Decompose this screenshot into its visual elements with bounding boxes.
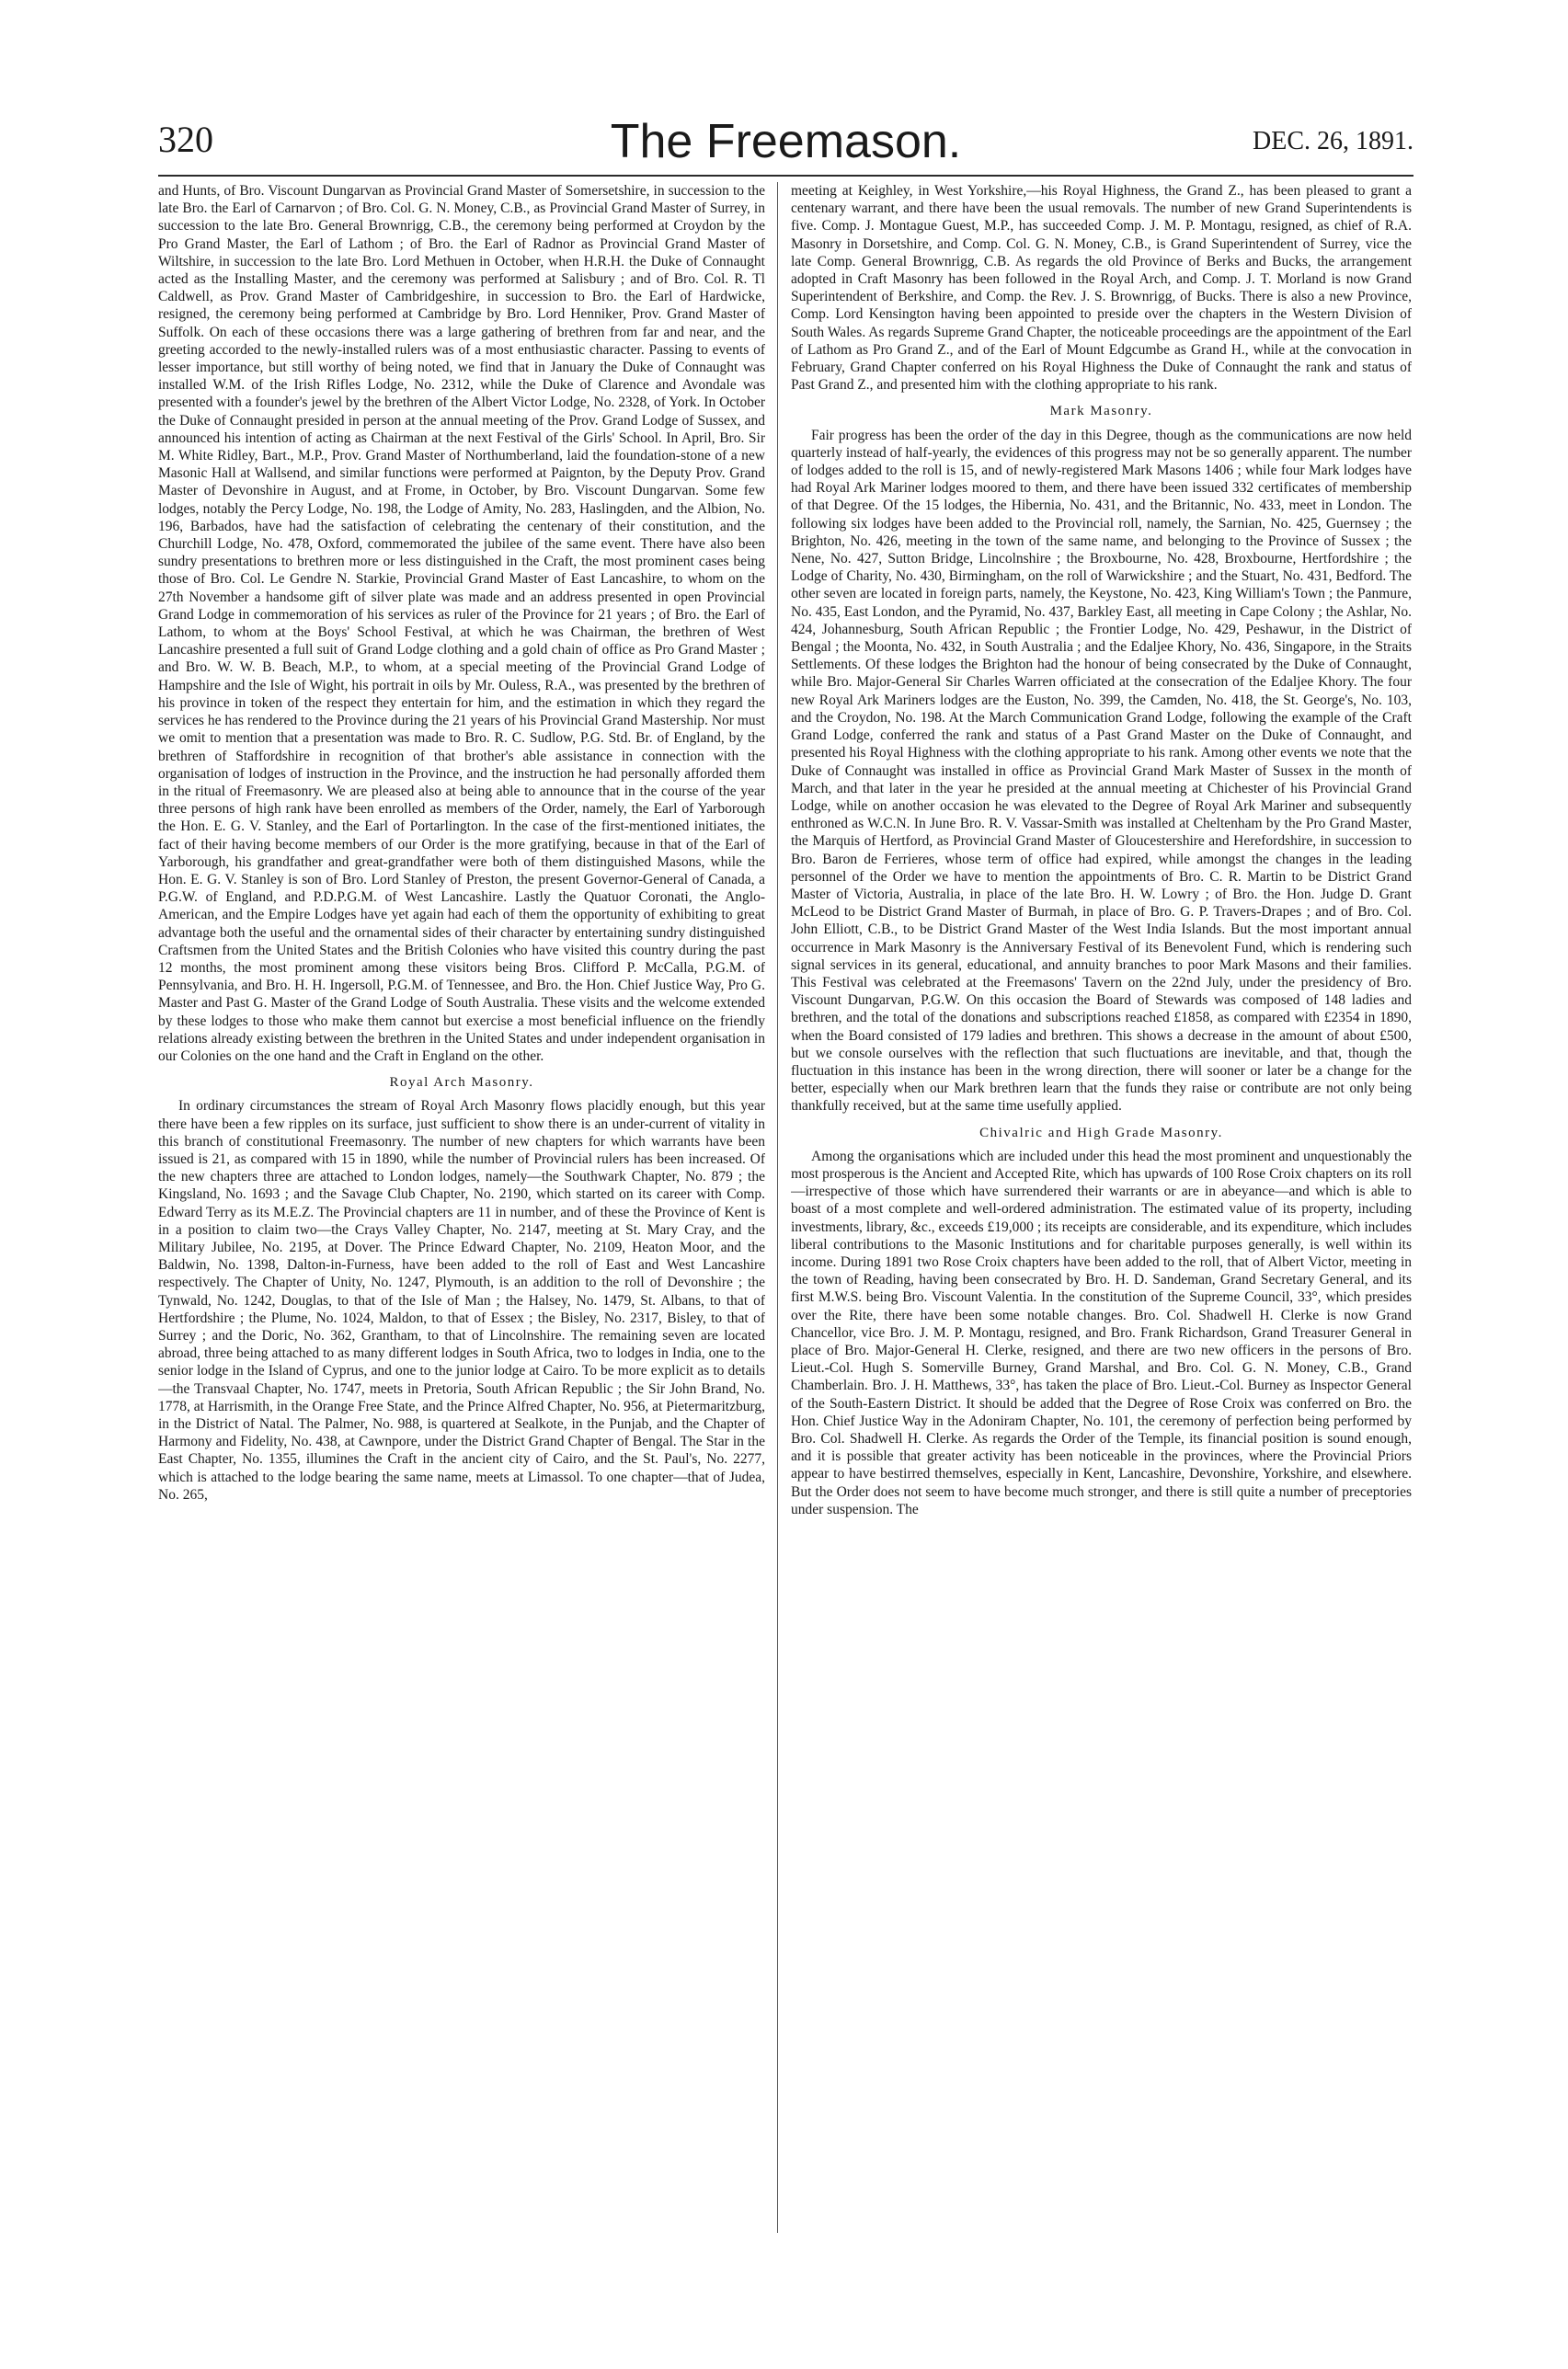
page-number: 320 [158, 119, 213, 160]
header-rule [158, 175, 1413, 177]
article-paragraph: Among the organisations which are included under this head the most prominent and unquestionably the most prosperous is the Ancient and Accepted Rite, which has upwards of 100 Rose Croix chapters on its roll—irrespective of those which have surrendered their warrants or are in abeyance—and which is able to boast of a most complete and well-ordered administration. The estimated value of its property, including investments, library, &c., exceeds £19,000 ; its receipts are considerable, and its expenditure, which includes liberal contributions to the Masonic Institutions and for charitable purposes generally, is well within its income. During 1891 two Rose Croix chapters have been added to the roll, that of Albert Victor, meeting in the town of Reading, having been consecrated by Bro. H. D. Sandeman, Grand Secretary General, and its first M.W.S. being Bro. Viscount Valentia. In the constitution of the Supreme Council, 33°, which presides over the Rite, there have been some notable changes. Bro. Col. Shadwell H. Clerke is now Grand Chancellor, vice Bro. J. M. P. Montagu, resigned, and Bro. Frank Richardson, Grand Treasurer General in place of Bro. Major-General H. Clerke, resigned, and there are two new officers in the persons of Bro. Lieut.-Col. Hugh S. Somerville Burney, Grand Marshal, and Bro. Col. G. N. Money, C.B., Grand Chamberlain. Bro. J. H. Matthews, 33°, has taken the place of Bro. Lieut.-Col. Burney as Inspector General of the South-Eastern District. It should be added that the Degree of Rose Croix was conferred on Bro. the Hon. Chief Justice Way in the Adoniram Chapter, No. 101, the ceremony of perfection being performed by Bro. Col. Shadwell H. Clerke. As regards the Order of the Temple, its financial position is sound enough, and it is possible that greater activity has been noticeable in the provinces, where the Provincial Priors appear to have bestirred themselves, especially in Kent, Lancashire, Devonshire, Yorkshire, and elsewhere. But the Order does not seem to have become much stronger, and there is still quite a number of preceptories under suspension. The [791, 1148, 1412, 1517]
article-paragraph: Fair progress has been the order of the day in this Degree, though as the communications are now held quarterly instead of half-yearly, the evidences of this progress may not be so generally apparent. The number of lodges added to the roll is 15, and of newly-registered Mark Masons 1406 ; while four Mark lodges have had Royal Ark Mariner lodges moored to them, and there have been issued 332 certificates of membership of that Degree. Of the 15 lodges, the Hibernia, No. 431, and the Britannic, No. 433, meet in London. The following six lodges have been added to the Provincial roll, namely, the Sarnian, No. 425, Guernsey ; the Brighton, No. 426, meeting in the town of the same name, and belonging to the Province of Sussex ; the Nene, No. 427, Sutton Bridge, Lincolnshire ; the Broxbourne, No. 428, Broxbourne, Hertfordshire ; the Lodge of Charity, No. 430, Birmingham, on the roll of Warwickshire ; and the Stuart, No. 431, Bedford. The other seven are located in foreign parts, namely, the Keystone, No. 423, King William's Town ; the Panmure, No. 435, East London, and the Pyramid, No. 437, Barkley East, all meeting in Cape Colony ; the Ashlar, No. 424, Johannesburg, South African Republic ; the Frontier Lodge, No. 429, Peshawur, in the District of Bengal ; the Moonta, No. 432, in South Australia ; and the Edaljee Khory, No. 436, Singapore, in the Straits Settlements. Of these lodges the Brighton had the honour of being consecrated by the Duke of Connaught, while Bro. Major-General Sir Charles Warren officiated at the consecration of the Edaljee Khory. The four new Royal Ark Mariners lodges are the Euston, No. 399, the Camden, No. 418, the St. George's, No. 103, and the Croydon, No. 198. At the March Communication Grand Lodge, following the example of the Craft Grand Lodge, conferred the rank and status of a Past Grand Master on the Duke of Connaught, and presented his Royal Highness with the clothing appropriate to his rank. Among other events we note that the Duke of Connaught was installed in office as Provincial Grand Mark Master of Sussex in the month of March, and that later in the year he presided at the annual meeting at Chichester of his Provincial Grand Lodge, while on another occasion he was elevated to the Degree of Royal Ark Mariner and subsequently enthroned as W.C.N. In June Bro. R. V. Vassar-Smith was installed at Cheltenham by the Pro Grand Master, the Marquis of Hertford, as Provincial Grand Master of Gloucestershire and Herefordshire, in succession to Bro. Baron de Ferrieres, whose term of office had expired, while amongst the changes in the leading personnel of the Order we have to mention the appointments of Bro. C. R. Martin to be District Grand Master of Victoria, Australia, in place of the late Bro. H. W. Lowry ; of Bro. the Hon. Judge D. Grant McLeod to be District Grand Master of Burmah, in place of Bro. G. P. Travers-Drapes ; and of Bro. Col. John Elliott, C.B., to be District Grand Master of the West India Islands. But the most important annual occurrence in Mark Masonry is the Anniversary Festival of its Benevolent Fund, which is rendering such signal services in its general, educational, and annuity branches to poor Mark Masons and their families. This Festival was celebrated at the Freemasons' Tavern on the 22nd July, under the presidency of Bro. Viscount Dungarvan, P.G.W. On this occasion the Board of Stewards was composed of 148 ladies and brethren, and the total of the donations and subscriptions reached £1858, as compared with £2354 in 1890, when the Board consisted of 179 ladies and brethren. This shows a decrease in the amount of about £500, but we console ourselves with the reflection that such fluctuations are inevitable, and that, though the fluctuation in this instance has been in the wrong direction, there will sooner or later be a change for the better, especially when our Mark brethren learn that the funds they raise or contribute are not only being thankfully received, but at the same time usefully applied. [791, 427, 1412, 1115]
article-paragraph: meeting at Keighley, in West Yorkshire,—his Royal Highness, the Grand Z., has been pleased to grant a centenary warrant, and there have been the usual removals. The number of new Grand Superintendents is five. Comp. J. Montague Guest, M.P., has succeeded Comp. J. M. P. Montagu, resigned, as chief of R.A. Masonry in Dorsetshire, and Comp. Col. G. N. Money, C.B., is Grand Superintendent of Surrey, vice the late Comp. General Brownrigg, C.B. As regards the old Province of Berks and Bucks, the arrangement adopted in Craft Masonry has been followed in the Royal Arch, and Comp. J. T. Morland is now Grand Superintendent of Berkshire, and Comp. the Rev. J. S. Brownrigg, of Bucks. There is also a new Province, Comp. Lord Kensington having been appointed to preside over the chapters in the Western Division of South Wales. As regards Supreme Grand Chapter, the noticeable proceedings are the appointment of the Earl of Lathom as Pro Grand Z., and of the Earl of Mount Edgcumbe as Grand H., while at the convocation in February, Grand Chapter conferred on his Royal Highness the Duke of Connaught the rank and status of Past Grand Z., and presented him with the clothing appropriate to his rank. [791, 183, 1412, 394]
article-paragraph: In ordinary circumstances the stream of Royal Arch Masonry flows placidly enough, but this year there have been a few ripples on its surface, just sufficient to show there is an under-current of vitality in this branch of constitutional Freemasonry. The number of new chapters for which warrants have been issued is 21, as compared with 15 in 1890, while the number of Provincial rulers has been increased. Of the new chapters three are attached to London lodges, namely—the Southwark Chapter, No. 879 ; the Kingsland, No. 1693 ; and the Savage Club Chapter, No. 2190, which started on its career with Comp. Edward Terry as its M.E.Z. The Provincial chapters are 11 in number, and of these the Province of Kent is in a position to claim two—the Crays Valley Chapter, No. 2147, meeting at St. Mary Cray, and the Military Jubilee, No. 2195, at Dover. The Prince Edward Chapter, No. 2109, Heaton Moor, and the Baldwin, No. 1398, Dalton-in-Furness, have been added to the roll of East and West Lancashire respectively. The Chapter of Unity, No. 1247, Plymouth, is an addition to the roll of Devonshire ; the Tynwald, No. 1242, Douglas, to that of the Isle of Man ; the Halsey, No. 1479, St. Albans, to that of Hertfordshire ; the Plume, No. 1024, Maldon, to that of Essex ; the Bisley, No. 2317, Bisley, to that of Surrey ; and the Doric, No. 362, Grantham, to that of Lincolnshire. The remaining seven are located abroad, three being attached to as many different lodges in South Africa, two to lodges in India, one to the senior lodge in the Island of Cyprus, and one to the junior lodge at Cairo. To be more explicit as to details—the Transvaal Chapter, No. 1747, meets in Pretoria, South African Republic ; the Sir John Brand, No. 1778, at Harrismith, in the Orange Free State, and the Prince Alfred Chapter, No. 956, at Pietermaritzburg, in the District of Natal. The Palmer, No. 988, is quartered at Sealkote, in the Punjab, and the Chapter of Harmony and Fidelity, No. 438, at Cawnpore, under the District Grand Chapter of Bengal. The Star in the East Chapter, No. 1355, illumines the Craft in the ancient city of Cairo, and the St. Paul's, No. 2277, which is attached to the lodge bearing the same name, meets at Limassol. To one chapter—that of Judea, No. 265, [158, 1098, 765, 1503]
section-heading-royal-arch: Royal Arch Masonry. [389, 1075, 534, 1091]
section-heading-mark-masonry: Mark Masonry. [1049, 404, 1153, 419]
section-heading-chivalric: Chivalric and High Grade Masonry. [979, 1125, 1223, 1140]
masthead [158, 115, 1413, 169]
issue-date: DEC. 26, 1891. [1253, 127, 1413, 155]
right-column [791, 182, 1412, 2214]
left-column [158, 182, 765, 2214]
column-divider [777, 182, 778, 2233]
newspaper-title: The Freemason. [610, 115, 962, 168]
article-paragraph: and Hunts, of Bro. Viscount Dungarvan as Provincial Grand Master of Somersetshire, in succession to the late Bro. the Earl of Carnarvon ; of Bro. Col. G. N. Money, C.B., as Provincial Grand Master of Surrey, in succession to the late Bro. General Brownrigg, C.B., the ceremony being performed at Croydon by the Pro Grand Master, the Earl of Lathom ; of Bro. the Earl of Radnor as Provincial Grand Master of Wiltshire, in succession to the late Bro. Lord Methuen in October, when H.R.H. the Duke of Connaught acted as the Installing Master, and the ceremony was performed at Salisbury ; and of Bro. Col. R. Tl Caldwell, as Prov. Grand Master of Cambridgeshire, in succession to Bro. the Earl of Hardwicke, resigned, the ceremony being performed at Cambridge by Bro. Lord Henniker, Prov. Grand Master of Suffolk. On each of these occasions there was a large gathering of brethren from far and near, and the greeting accorded to the newly-installed rulers was of a most enthusiastic character. Passing to events of lesser importance, but still worthy of being noted, we find that in January the Duke of Connaught was installed W.M. of the Irish Rifles Lodge, No. 2312, while the Duke of Clarence and Avondale was presented with a founder's jewel by the brethren of the Albert Victor Lodge, No. 2328, of York. In October the Duke of Connaught presided in person at the annual meeting of the Prov. Grand Lodge of Sussex, and announced his intention of acting as Chairman at the next Festival of the Girls' School. In April, Bro. Sir M. White Ridley, Bart., M.P., Prov. Grand Master of Northumberland, laid the foundation-stone of a new Masonic Hall at Wallsend, and similar functions were performed at Paignton, by the Deputy Prov. Grand Master of Devonshire in August, and at Frome, in October, by Bro. Viscount Dungarvan. Some few lodges, notably the Percy Lodge, No. 198, the Lodge of Amity, No. 283, Haslingden, and the Albion, No. 196, Barbados, have had the satisfaction of celebrating the centenary of their constitution, and the Churchill Lodge, No. 478, Oxford, commemorated the jubilee of the same event. There have also been sundry presentations to brethren more or less distinguished in the Craft, the most prominent cases being those of Bro. Col. Le Gendre N. Starkie, Provincial Grand Master of East Lancashire, to whom on the 27th November a handsome gift of silver plate was made and an address presented in open Provincial Grand Lodge in commemoration of his services as ruler of the Province for 21 years ; of Bro. the Earl of Lathom, to whom at the Boys' School Festival, at which he was Chairman, the brethren of West Lancashire presented a full suit of Grand Lodge clothing and a gold chain of office as Pro Grand Master ; and Bro. W. W. B. Beach, M.P., to whom, at a special meeting of the Provincial Grand Lodge of Hampshire and the Isle of Wight, his portrait in oils by Mr. Ouless, R.A., was presented by the brethren of his province in token of the respect they entertain for him, and the estimation in which they regard the services he has rendered to the Province during the 21 years of his Provincial Grand Mastership. Nor must we omit to mention that a presentation was made to Bro. R. C. Sudlow, P.G. Std. Br. of England, by the brethren of Staffordshire in recognition of that brother's able assistance in connection with the organisation of lodges of instruction in the Province, and the instruction he had personally afforded them in the ritual of Freemasonry. We are pleased also at being able to announce that in the course of the year three persons of high rank have been enrolled as members of the Order, namely, the Earl of Yarborough the Hon. E. G. V. Stanley, and the Earl of Portarlington. In the case of the first-mentioned initiates, the fact of their having become members of our Order is the more gratifying, because in that of the Earl of Yarborough, his grandfather and great-grandfather were both of them distinguished Masons, while the Hon. E. G. V. Stanley is son of Bro. Lord Stanley of Preston, the present Governor-General of Canada, a P.G.W. of England, and P.D.P.G.M. of West Lancashire. Lastly the Quatuor Coronati, the Anglo-American, and the Empire Lodges have yet again had each of them the opportunity of exhibiting to great advantage both the useful and the ornamental sides of their character by entertaining sundry distinguished Craftsmen from the United States and the British Colonies who have visited this country during the past 12 months, the most prominent among these visitors being Bros. Clifford P. McCalla, P.G.M. of Pennsylvania, and Bro. H. H. Ingersoll, P.G.M. of Tennessee, and Bro. the Hon. Chief Justice Way, Pro G. Master and Past G. Master of the Grand Lodge of South Australia. These visits and the welcome extended by these lodges to those who make them cannot but exercise a most beneficial influence on the friendly relations already existing between the brethren in the United States and under independent organisation in our Colonies on the one hand and the Craft in England on the other. [158, 183, 765, 1064]
